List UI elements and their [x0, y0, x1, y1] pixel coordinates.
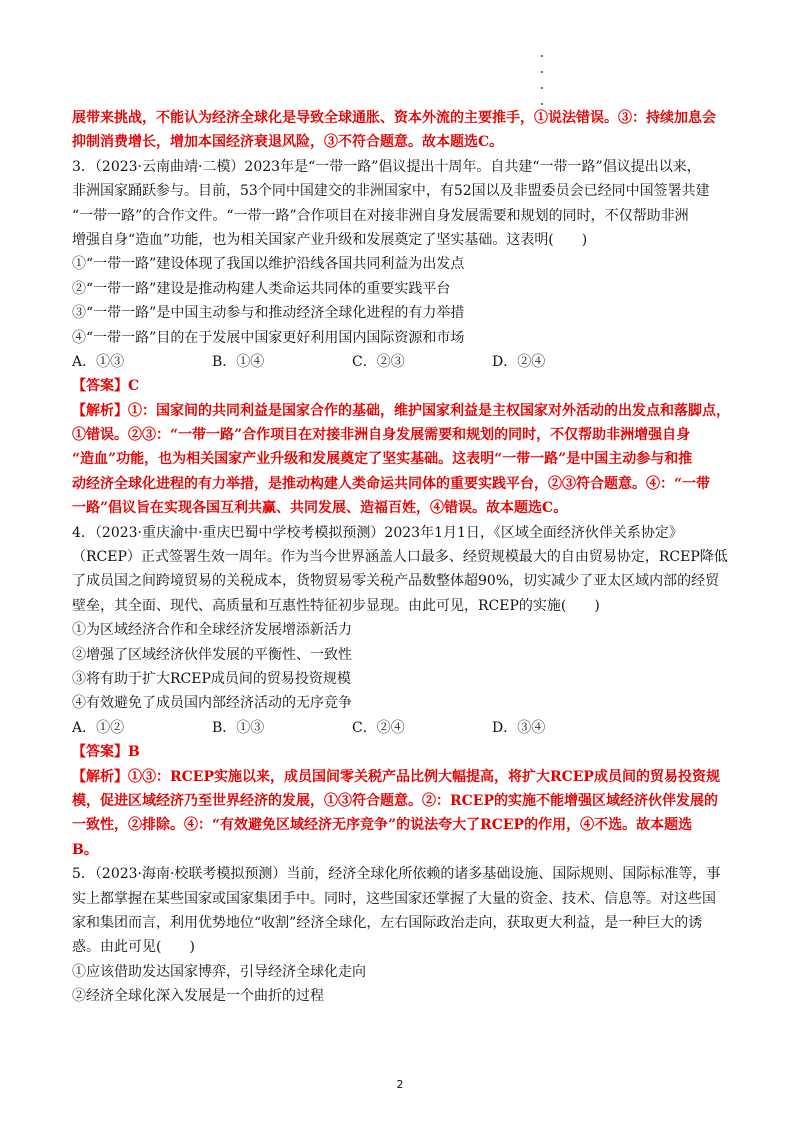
statement-item: ④有效避免了成员国内部经济活动的无序竞争 — [72, 695, 352, 712]
option-c: C．②③ — [352, 353, 405, 370]
page-number: 2 — [396, 1078, 404, 1091]
question-stem-line: 惑。由此可见( ) — [72, 939, 195, 956]
question-stem-line: 壁垒，其全面、现代、高质量和互惠性特征初步显现。由此可见，RCEP的实施( ) — [72, 597, 600, 614]
analysis-line: 动经济全球化进程的有力举措，是推动构建人类命运共同体的重要实践平台，②③符合题意。④：“一带 — [72, 475, 711, 492]
statement-item: ④“一带一路”目的在于发展中国家更好利用国内国际资源和市场 — [72, 329, 465, 346]
analysis-line: 一致性，②排除。④：“有效避免区域经济无序竞争”的说法夸大了RCEP的作用，④不选。故本题选 — [72, 817, 693, 834]
dot — [541, 55, 543, 57]
option-b: B．①③ — [212, 719, 265, 736]
question-stem-line: （RCEP）正式签署生效一周年。作为当今世界涵盖人口最多、经贸规模最大的自由贸易协定，RCEP降低 — [72, 549, 728, 566]
dot — [541, 87, 543, 89]
statement-item: ①为区域经济合作和全球经济发展增添新活力 — [72, 622, 352, 639]
answer-line — [72, 374, 732, 398]
analysis-text: ①③：RCEP实施以来，成员国间零关税产品比例大幅提高，将扩大RCEP成员间的贸易投资规 — [128, 768, 720, 785]
analysis-line: 模，促进区域经济乃至世界经济的发展，①③符合题意。②：RCEP的实施不能增强区域经济伙伴发展的 — [72, 792, 718, 809]
statement-item: ③将有助于扩大RCEP成员间的贸易投资规模 — [72, 670, 351, 687]
option-d: D．②④ — [492, 353, 546, 370]
question-stem-line: 非洲国家踊跃参与。目前，53个同中国建交的非洲国家中，有52国以及非盟委员会已经同中国签署共建 — [72, 183, 710, 200]
question-stem-line: 增强自身“造血”功能，也为相关国家产业升级和发展奠定了坚实基础。这表明( ) — [72, 231, 588, 248]
answer-line — [72, 740, 732, 764]
question-stem-line: 家和集团而言，利用优势地位“收割”经济全球化，左右国际政治走向，获取更大利益，是一种巨大的诱 — [72, 914, 703, 931]
question-stem-line: 3．（2023·云南曲靖·二模）2023年是“一带一路”倡议提出十周年。自共建“一带一路”倡议提出以来， — [72, 158, 701, 175]
question-3 — [72, 155, 732, 521]
question-stem-line: 了成员国之间跨境贸易的关税成本，货物贸易零关税产品数整体超90%，切实减少了亚太区域内部的经贸 — [72, 573, 720, 590]
analysis-line — [72, 765, 732, 789]
statement-item: ②增强了区域经济伙伴发展的平衡性、一致性 — [72, 646, 352, 663]
question-stem-line: 4．（2023·重庆渝中·重庆巴蜀中学校考模拟预测）2023年1月1日，《区域全面经济伙伴关系协定》 — [72, 524, 683, 541]
statement-item: ①应该借助发达国家博弈，引导经济全球化走向 — [72, 963, 366, 980]
dot — [541, 103, 543, 105]
option-b: B．①④ — [212, 353, 265, 370]
question-stem-line: 5．（2023·海南·校联考模拟预测）当前，经济全球化所依赖的诸多基础设施、国际规则、国际标准等，事 — [72, 866, 721, 883]
analysis-text: ①：国家间的共同利益是国家合作的基础，维护国家利益是主权国家对外活动的出发点和落脚点， — [128, 402, 730, 419]
answer-value: C — [128, 378, 140, 395]
previous-analysis-continuation — [72, 106, 732, 155]
analysis-line: 一路”倡议旨在实现各国互利共赢、共同发展、造福百姓，④错误。故本题选C。 — [72, 500, 568, 517]
analysis-line: 展带来挑战，不能认为经济全球化是导致全球通胀、资本外流的主要推手，①说法错误。③：持续加息会 — [72, 110, 716, 126]
question-4 — [72, 521, 732, 862]
answer-tag: 【答案】 — [72, 744, 128, 761]
option-d: D．③④ — [492, 719, 546, 736]
answer-options — [72, 716, 732, 740]
statement-item: ②“一带一路”建设是推动构建人类命运共同体的重要实践平台 — [72, 280, 451, 297]
analysis-line: “造血”功能，也为相关国家产业升级和发展奠定了坚实基础。这表明“一带一路”是中国主动参与和推 — [72, 451, 693, 468]
statement-item: ③“一带一路”是中国主动参与和推动经济全球化进程的有力举措 — [72, 305, 465, 322]
question-stem-line: 实上都掌握在某些国家或国家集团手中。同时，这些国家还掌握了大量的资金、技术、信息等。对这些国 — [72, 890, 716, 907]
question-stem-line: “一带一路”的合作文件。“一带一路”合作项目在对接非洲自身发展需要和规划的同时，不仅帮助非洲 — [72, 207, 689, 224]
answer-options — [72, 350, 732, 374]
answer-tag: 【答案】 — [72, 378, 128, 395]
analysis-line — [72, 399, 732, 423]
dot — [541, 71, 543, 73]
analysis-tag: 【解析】 — [72, 768, 128, 785]
answer-value: B — [128, 744, 140, 761]
analysis-line: B。 — [72, 841, 98, 858]
question-5 — [72, 862, 732, 1008]
analysis-tag: 【解析】 — [72, 402, 128, 419]
analysis-line: ①错误。②③：“一带一路”合作项目在对接非洲自身发展需要和规划的同时，不仅帮助非洲增强自身 — [72, 427, 691, 444]
option-a: A．①③ — [72, 353, 125, 370]
statement-item: ①“一带一路”建设体现了我国以维护沿线各国共同利益为出发点 — [72, 256, 465, 273]
analysis-line: 抑制消费增长，增加本国经济衰退风险，③不符合题意。故本题选C。 — [72, 134, 504, 151]
statement-item: ②经济全球化深入发展是一个曲折的过程 — [72, 988, 324, 1005]
page-content — [72, 106, 732, 1008]
option-c: C．②④ — [352, 719, 405, 736]
option-a: A．①② — [72, 719, 125, 736]
